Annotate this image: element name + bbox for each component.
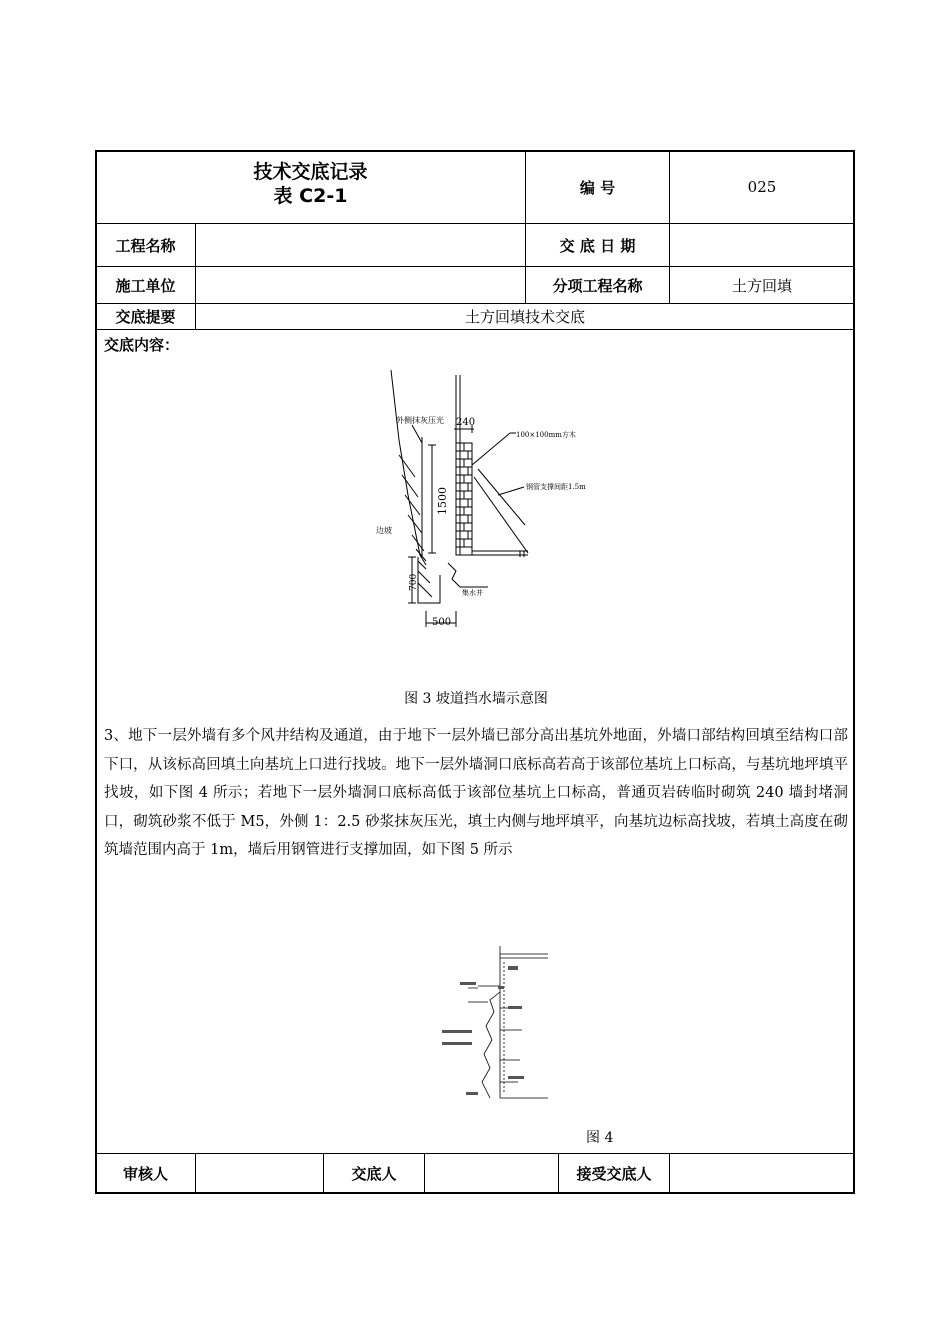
project-name-field[interactable] (196, 224, 525, 266)
form-title-line1: 技术交底记录 (253, 161, 368, 183)
contractor-label: 施工单位 (115, 276, 176, 295)
number-value: 025 (747, 178, 777, 196)
number-label: 编 号 (579, 178, 616, 197)
contractor-field[interactable] (196, 267, 525, 303)
sump-outline (418, 557, 460, 603)
receiver-field[interactable] (670, 1154, 854, 1193)
figure4-backfill-diagram (438, 942, 568, 1102)
date-label: 交 底 日 期 (559, 236, 636, 255)
discloser-field[interactable] (425, 1154, 558, 1193)
form-title (96, 160, 525, 208)
existing-wall-line (456, 375, 460, 555)
figure3-caption: 图 3 坡道挡水墙示意图 (404, 691, 548, 707)
date-field[interactable] (670, 224, 854, 266)
reviewer-field[interactable] (196, 1154, 323, 1193)
label-500: 500 (432, 617, 452, 628)
label-timber: 100×100mm方木 (516, 431, 576, 439)
row-divider (95, 329, 855, 330)
discloser-label: 交底人 (351, 1165, 397, 1183)
label-plaster: 外侧抹灰压光 (396, 416, 444, 425)
content-paragraph: 3、地下一层外墙有多个风井结构及通道，由于地下一层外墙已部分高出基坑外地面，外墙口部结构回填至结构口部下口，从该标高回填土向基坑上口进行找坡。地下一层外墙洞口底标高若高于该部位基坑上口标高，与基坑地坪填平找坡，如下图 4 所示；若地下一层外墙洞口底标高低于该部位基坑上口标高，普通页岩砖临时砌筑 240 墙封堵洞口，砌筑砂浆不低于 M5，外侧 1：2.5 砂浆抹灰压光，填土内侧与地坪填平，向基坑边标高找坡，若填土高度在砌筑墙范围内高于 1m，墙后用钢管进行支撑加固，如下图 5 所示 (104, 728, 848, 858)
label-steel-pipe: 钢管支撑间距1.5m (526, 483, 586, 491)
figure4-caption: 图 4 (586, 1130, 614, 1146)
figure3-retaining-wall-diagram (360, 365, 600, 635)
summary-value[interactable]: 土方回填技术交底 (464, 308, 585, 326)
project-name-label: 工程名称 (115, 236, 176, 255)
subproject-label: 分项工程名称 (552, 276, 643, 295)
subproject-value[interactable]: 土方回填 (731, 276, 792, 295)
reviewer-label: 审核人 (122, 1165, 168, 1183)
summary-label: 交底提要 (115, 308, 176, 326)
label-700: 700 (409, 573, 419, 591)
label-slope: 边坡 (376, 526, 392, 535)
label-240: 240 (456, 417, 476, 428)
content-label: 交底内容： (104, 336, 180, 354)
receiver-label: 接受交底人 (576, 1165, 652, 1183)
label-1500: 1500 (436, 487, 449, 515)
form-title-line2: 表 C2-1 (273, 185, 348, 207)
label-sump: 集水井 (462, 589, 483, 597)
